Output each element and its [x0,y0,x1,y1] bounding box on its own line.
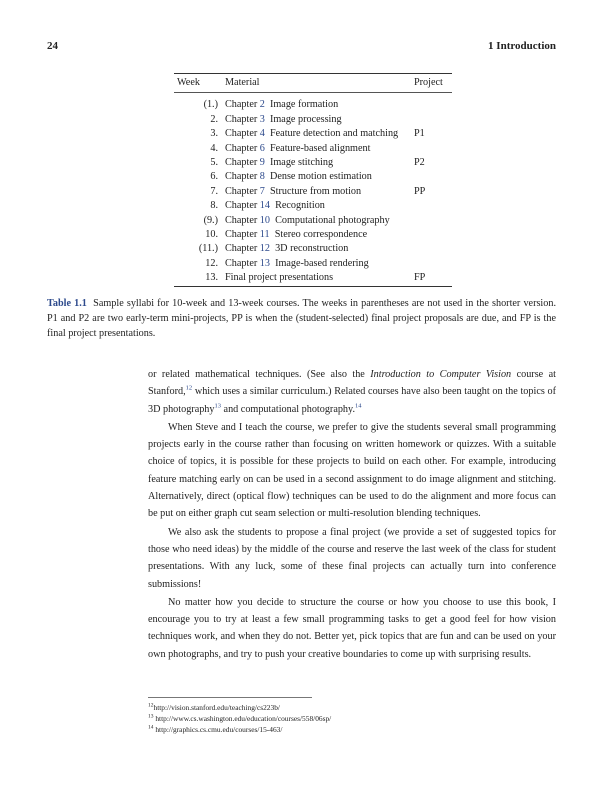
table-row [174,242,452,256]
table-header-rule [174,92,452,93]
running-header-chapter: 1 Introduction [488,40,556,52]
chapter-word: Chapter [225,113,260,125]
footnote-12 [148,702,331,713]
material-title: Stereo correspondence [274,228,368,240]
footnote-ref-13[interactable]: 13 [214,402,221,410]
table-body [174,98,452,285]
chapter-word: Chapter [225,156,260,168]
material-title: 3D reconstruction [275,243,349,255]
table-row [174,257,452,271]
table-top-rule [174,73,452,74]
paragraph-1-part-b: course at Stanford, [148,369,556,398]
chapter-ref-link[interactable]: 6 [259,142,265,154]
week-cell: 3. [210,128,218,140]
body-text [148,366,556,663]
paragraph-2: When Steve and I teach the course, we prefer to give the students several small programming projects early in the course rather than focusing on written homework or quizzes. With a suitable choice of topics, it is possible for these projects to build on each other. For example, introducing feature matching early on can be used in a second assignment to do image alignment and stitching. Alternatively, direct (optical flow) techniques can be used to do the alignment and more focus can be put on either graph cut seam selection or multi-resolution blending techniques. [148,421,556,520]
paragraph-1-part-d: and computational photography. [221,403,356,415]
table-caption [47,296,556,341]
footnote-link[interactable]: http://vision.stanford.edu/teaching/cs223b/ [153,703,280,712]
table-row [174,113,452,127]
footnote-link[interactable]: http://www.cs.washington.edu/education/courses/558/06sp/ [155,714,332,723]
table-row [174,228,452,242]
table-row [174,127,452,141]
footnote-13 [148,713,331,724]
table-row [174,199,452,213]
week-cell: (9.) [203,214,218,226]
footnote-link[interactable]: http://graphics.cs.cmu.edu/courses/15-463/ [155,725,283,734]
week-cell: 6. [210,171,218,183]
caption-text: Sample syllabi for 10-week and 13-week courses. The weeks in parentheses are not used in the shorter version. P1 and P2 are two early-term mini-projects, PP is when the (student-selected) final project proposals are due, and FP is the final project presentations. [47,298,556,339]
paragraph-1-part-c: which uses a similar curriculum.) Related courses have also been taught on the topics of 3D photography [148,386,556,415]
chapter-ref-link[interactable]: 10 [259,214,270,226]
material-title: Recognition [275,200,325,212]
material-cell [225,199,325,213]
table-row [174,185,452,199]
table-row [174,170,452,184]
material-cell [225,142,370,156]
material-title: Image-based rendering [275,257,369,269]
week-cell: 5. [210,156,218,168]
paragraph-4: No matter how you decide to structure the course or how you choose to use this book, I encourage you to try at least a few small programming tasks to get a good feel for how vision techniques work, and when they do not. Better yet, pick topics that are fun and can be used on your own photographs, and try to push your creative boundaries to come up with surprising results. [148,596,556,660]
chapter-ref-link[interactable]: 7 [259,185,265,197]
week-cell: (1.) [203,99,218,111]
chapter-word: Chapter [225,228,260,240]
course-title-italic: Introduction to Computer Vision [370,369,512,380]
week-cell: (11.) [198,243,218,255]
table-header-row [174,76,452,90]
project-cell: P2 [414,156,425,168]
material-title: Feature-based alignment [269,142,371,154]
material-cell [225,185,361,199]
project-cell: P1 [414,128,425,140]
chapter-ref-link[interactable]: 8 [259,171,265,183]
paragraph-3: We also ask the students to propose a final project (we provide a set of suggested topics for those who need ideas) by the middle of the course and reserve the last week of the class for student presentations. With any luck, some of these final projects can actually turn into conference submissions! [148,526,556,590]
material-title: Feature detection and matching [269,128,399,140]
material-cell [225,170,372,184]
chapter-word: Chapter [225,99,260,111]
chapter-ref-link[interactable]: 9 [259,156,265,168]
material-cell [225,113,342,127]
column-header-material: Material [225,77,260,88]
material-title: Image formation [269,99,339,111]
chapter-ref-link[interactable]: 3 [259,113,265,125]
footnote-ref-14[interactable]: 14 [355,402,362,410]
column-header-week: Week [177,77,200,88]
material-cell [225,214,390,228]
chapter-word: Chapter [225,142,260,154]
chapter-word: Chapter [225,200,260,212]
week-cell: 13. [205,272,218,284]
material-title: Computational photography [275,214,390,226]
table-row [174,214,452,228]
material-cell [225,271,333,285]
table-row [174,98,452,112]
chapter-word: Chapter [225,214,260,226]
table-bottom-rule [174,286,452,287]
footnote-number: 14 [148,724,154,731]
chapter-word: Chapter [225,171,260,183]
chapter-ref-link[interactable]: 2 [259,99,265,111]
week-cell: 8. [210,200,218,212]
paragraph-1-part-a: or related mathematical techniques. (See also the [148,369,371,380]
chapter-ref-link[interactable]: 14 [259,200,270,212]
syllabus-table [174,73,452,287]
week-cell: 2. [210,113,218,125]
column-header-project: Project [414,77,443,88]
paragraph-1 [148,366,556,418]
project-cell: PP [414,185,426,197]
week-cell: 4. [210,142,218,154]
chapter-word: Chapter [225,257,260,269]
week-cell: 12. [205,257,218,269]
footnote-14 [148,724,331,735]
table-row [174,142,452,156]
chapter-word: Chapter [225,243,260,255]
chapter-ref-link[interactable]: 11 [259,228,270,240]
chapter-word: Chapter [225,128,260,140]
footnotes [148,702,331,735]
material-cell [225,228,367,242]
material-title: Image stitching [269,156,334,168]
material-title: Dense motion estimation [269,171,372,183]
material-cell [225,257,369,271]
material-title: Final project presentations [225,272,334,284]
material-title: Structure from motion [269,185,362,197]
week-cell: 7. [210,185,218,197]
chapter-ref-link[interactable]: 4 [259,128,265,140]
chapter-word: Chapter [225,185,260,197]
footnote-ref-12[interactable]: 12 [185,384,193,392]
caption-label: Table 1.1 [47,298,87,309]
footnote-number: 13 [148,713,154,720]
footnote-number: 12 [148,702,154,709]
material-title: Image processing [269,113,342,125]
material-cell [225,98,338,112]
material-cell [225,127,398,141]
page-number: 24 [47,40,58,52]
material-cell [225,242,348,256]
table-row [174,156,452,170]
chapter-ref-link[interactable]: 13 [259,257,270,269]
footnote-rule [148,697,312,698]
material-cell [225,156,333,170]
project-cell: FP [414,272,426,284]
table-row [174,271,452,285]
week-cell: 10. [205,228,218,240]
chapter-ref-link[interactable]: 12 [259,243,270,255]
